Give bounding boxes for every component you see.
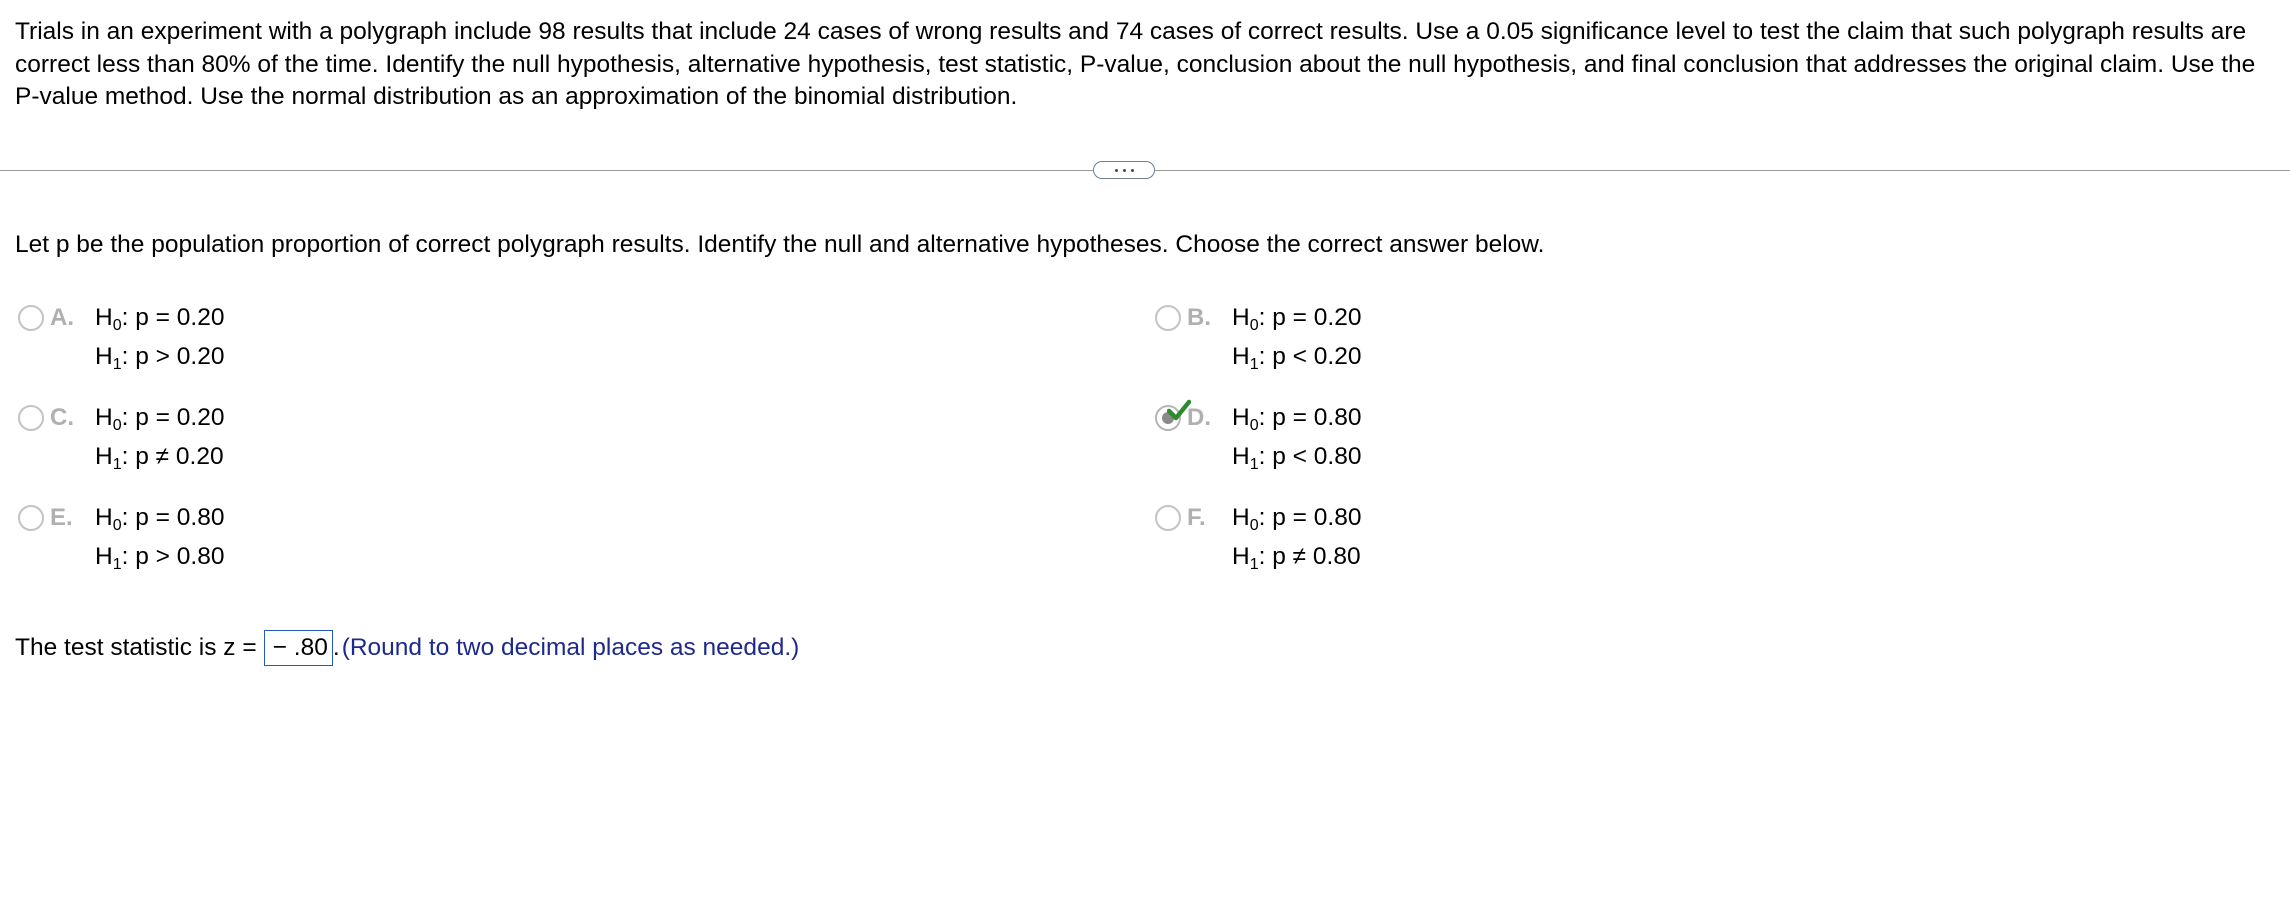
test-statistic-row bbox=[15, 630, 799, 666]
option-e[interactable] bbox=[18, 502, 224, 576]
test-statistic-answer-field[interactable]: − .80 bbox=[264, 630, 333, 666]
option-d[interactable] bbox=[1155, 402, 1361, 476]
alternative-hypothesis: $H_1$: p ≠ 0.80 bbox=[1232, 543, 1361, 573]
alternative-hypothesis: $H_1$: p > 0.80 bbox=[95, 543, 225, 573]
question-prompt: Let p be the population proportion of correct polygraph results. Identify the null and alternative hypotheses. Choose the correct answer below. bbox=[15, 231, 1545, 258]
option-b[interactable] bbox=[1155, 302, 1361, 376]
option-letter: C. bbox=[50, 404, 74, 431]
option-letter: B. bbox=[1187, 304, 1211, 331]
rounding-hint: (Round to two decimal places as needed.) bbox=[341, 634, 800, 661]
option-letter: A. bbox=[50, 304, 74, 331]
radio-button[interactable] bbox=[18, 305, 44, 331]
hypotheses bbox=[95, 498, 224, 576]
test-statistic-label: The test statistic is z = bbox=[15, 634, 257, 661]
option-letter: D. bbox=[1187, 404, 1211, 431]
option-c[interactable] bbox=[18, 402, 224, 476]
alternative-hypothesis: $H_1$: p < 0.20 bbox=[1232, 343, 1362, 373]
expand-more-button[interactable] bbox=[1093, 161, 1155, 179]
radio-button-selected[interactable] bbox=[1155, 405, 1181, 431]
hypotheses bbox=[95, 398, 224, 476]
option-f[interactable] bbox=[1155, 502, 1361, 576]
alternative-hypothesis: $H_1$: p < 0.80 bbox=[1232, 443, 1362, 473]
option-a[interactable] bbox=[18, 302, 224, 376]
null-hypothesis: $H_0$: p = 0.20 bbox=[95, 404, 225, 434]
alternative-hypothesis: $H_1$: p ≠ 0.20 bbox=[95, 443, 224, 473]
radio-button[interactable] bbox=[1155, 505, 1181, 531]
null-hypothesis: $H_0$: p = 0.80 bbox=[95, 504, 225, 534]
hypotheses bbox=[1232, 398, 1361, 476]
alternative-hypothesis: $H_1$: p > 0.20 bbox=[95, 343, 225, 373]
null-hypothesis: $H_0$: p = 0.80 bbox=[1232, 504, 1362, 534]
null-hypothesis: $H_0$: p = 0.20 bbox=[1232, 304, 1362, 334]
option-letter: F. bbox=[1187, 504, 1206, 531]
hypotheses bbox=[95, 298, 224, 376]
trailing-period: . bbox=[332, 634, 340, 661]
problem-statement: Trials in an experiment with a polygraph include 98 results that include 24 cases of wrong results and 74 cases of correct results. Use a 0.05 significance level to test the claim that such polygraph results are correct less than 80% of the time. Identify the null hypothesis, alternative hypothesis, test statistic, P-value, conclusion about the null hypothesis, and final conclusion that addresses the original claim. Use the P-value method. Use the normal distribution as an approximation of the binomial distribution. bbox=[15, 18, 2256, 110]
ellipsis-icon bbox=[1115, 169, 1134, 172]
radio-button[interactable] bbox=[1155, 305, 1181, 331]
radio-button[interactable] bbox=[18, 405, 44, 431]
null-hypothesis: $H_0$: p = 0.80 bbox=[1232, 404, 1362, 434]
option-letter: E. bbox=[50, 504, 73, 531]
checkmark-icon bbox=[1167, 399, 1191, 421]
radio-button[interactable] bbox=[18, 505, 44, 531]
hypotheses bbox=[1232, 498, 1361, 576]
null-hypothesis: $H_0$: p = 0.20 bbox=[95, 304, 225, 334]
hypotheses bbox=[1232, 298, 1361, 376]
